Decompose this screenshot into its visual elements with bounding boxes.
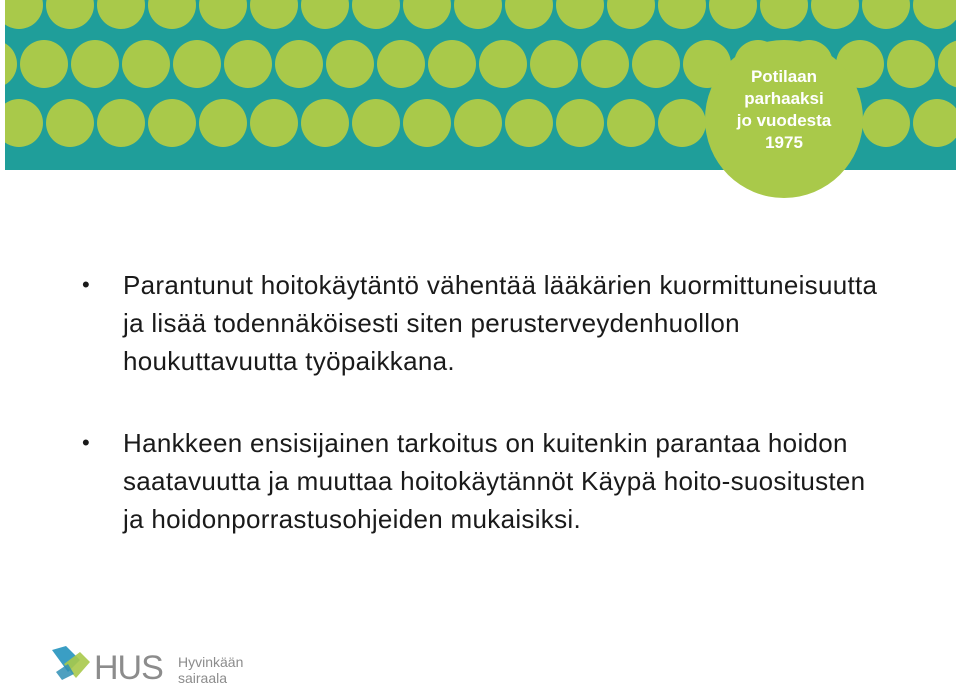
banner-dot xyxy=(224,40,272,88)
banner-dot xyxy=(862,99,910,147)
banner-dot xyxy=(97,99,145,147)
badge-line-1: Potilaan xyxy=(750,67,818,86)
logo-sub-line-2: sairaala xyxy=(178,670,228,686)
banner-dot xyxy=(607,99,655,147)
hus-mark-icon xyxy=(50,642,92,682)
logo-subtitle xyxy=(178,654,243,686)
bullet-marker: • xyxy=(82,272,91,297)
banner-dot xyxy=(581,40,629,88)
banner-dot xyxy=(326,40,374,88)
bullet-item xyxy=(82,424,882,538)
bullet-text: Parantunut hoitokäytäntö vähentää lääkärien kuormittuneisuutta ja lisää todennäköisesti siten perusterveydenhuollon houkuttavuutta työpaikkana. xyxy=(123,270,878,376)
banner-dot xyxy=(148,99,196,147)
bullet-marker: • xyxy=(82,430,91,455)
banner-dot xyxy=(20,40,68,88)
banner-dot xyxy=(530,40,578,88)
hus-logo xyxy=(50,640,250,688)
banner-dot xyxy=(46,99,94,147)
banner-dot xyxy=(556,99,604,147)
banner-dot xyxy=(632,40,680,88)
banner-dot xyxy=(887,40,935,88)
banner-dot xyxy=(301,99,349,147)
banner-dot xyxy=(199,99,247,147)
banner-dot xyxy=(658,99,706,147)
banner-dot xyxy=(479,40,527,88)
bullet-text: Hankkeen ensisijainen tarkoitus on kuitenkin parantaa hoidon saatavuutta ja muuttaa hoitokäytännöt Käypä hoito-suositusten ja hoidonporrastusohjeiden mukaisiksi. xyxy=(123,428,866,534)
banner-dot xyxy=(505,99,553,147)
logo-wordmark: HUS xyxy=(94,649,163,687)
badge-line-2: parhaaksi xyxy=(744,89,824,108)
banner-dot xyxy=(377,40,425,88)
banner-dot xyxy=(403,99,451,147)
banner-dot xyxy=(122,40,170,88)
banner-dot xyxy=(250,99,298,147)
badge-line-4: 1975 xyxy=(765,133,803,152)
banner-dot xyxy=(275,40,323,88)
banner-dot xyxy=(352,99,400,147)
banner-dot xyxy=(173,40,221,88)
banner-dot xyxy=(71,40,119,88)
bullet-list xyxy=(82,266,882,538)
logo-sub-line-1: Hyvinkään xyxy=(178,654,244,670)
banner-dot xyxy=(428,40,476,88)
bullet-item xyxy=(82,266,882,380)
badge-text xyxy=(705,66,863,154)
badge-line-3: jo vuodesta xyxy=(736,111,832,130)
banner-dot xyxy=(454,99,502,147)
